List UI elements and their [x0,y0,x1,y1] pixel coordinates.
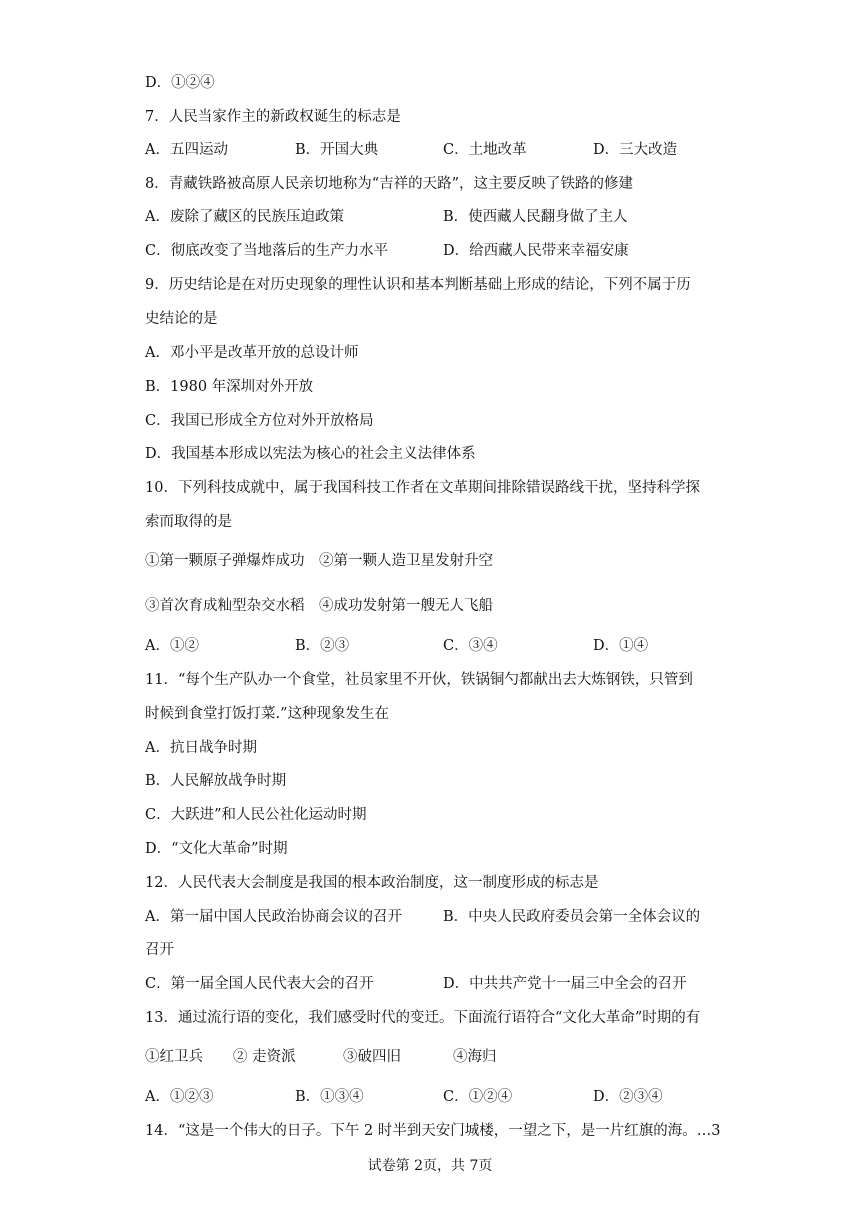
q10-option-a: A．①② [145,638,199,654]
q10-stem-line1: 10．下列科技成就中，属于我国科技工作者在文革期间排除错误路线干扰，坚持科学探 [145,480,700,496]
q13-items [145,1047,725,1067]
q10-option-b: B．②③ [295,638,350,654]
q9-option-b: B．1980 年深圳对外开放 [145,379,314,395]
q8-stem: 8．青藏铁路被高原人民亲切地称为“吉祥的天路”，这主要反映了铁路的修建 [145,176,634,192]
q12-option-a: A．第一届中国人民政治协商会议的召开 [145,909,402,925]
q14-stem: 14．“这是一个伟大的日子。下午 2 时半到天安门城楼，一望之下，是一片红旗的海。…3 [145,1123,721,1139]
q12-options-row1 [145,907,725,927]
q13-item-4: ④海归 [453,1049,497,1065]
q10-stem-line2: 索而取得的是 [145,514,232,530]
q13-item-2: ② 走资派 [233,1049,296,1065]
q8-option-b: B．使西藏人民翻身做了主人 [443,209,628,225]
q11-option-b: B．人民解放战争时期 [145,773,287,789]
q12-option-b: B．中央人民政府委员会第一全体会议的 [443,909,701,925]
q6-option-d: D．①②④ [145,75,215,91]
q8-option-d: D．给西藏人民带来幸福安康 [443,243,629,259]
q11-stem-line1: 11．“每个生产队办一个食堂，社员家里不开伙，铁锅铜勺都献出去大炼钢铁，只管到 [145,672,693,688]
q12-option-c: C．第一届全国人民代表大会的召开 [145,976,374,992]
q9-stem-line1: 9．历史结论是在对历史现象的理性认识和基本判断基础上形成的结论，下列不属于历 [145,277,691,293]
q7-options [145,140,725,160]
q12-options-row2 [145,974,725,994]
q13-item-1: ①红卫兵 [145,1049,203,1065]
q8-options-row2 [145,241,725,261]
q10-options [145,636,725,656]
q12-option-d: D．中共共产党十一届三中全会的召开 [443,976,687,992]
q7-option-a: A．五四运动 [145,142,228,158]
q12-option-b-continued: 召开 [145,942,174,958]
q13-item-3: ③破四旧 [343,1049,401,1065]
q10-option-d: D．①④ [593,638,649,654]
q8-option-c: C．彻底改变了当地落后的生产力水平 [145,243,389,259]
q13-option-c: C．①②④ [443,1089,513,1105]
q9-option-c: C．我国已形成全方位对外开放格局 [145,413,374,429]
q13-option-b: B．①③④ [295,1089,364,1105]
q10-option-c: C．③④ [443,638,498,654]
q7-option-d: D．三大改造 [593,142,678,158]
q12-stem: 12．人民代表大会制度是我国的根本政治制度，这一制度形成的标志是 [145,875,599,891]
q13-options [145,1087,725,1107]
q7-option-c: C．土地改革 [443,142,527,158]
q11-option-d: D．“文化大革命”时期 [145,841,288,857]
q13-option-d: D．②③④ [593,1089,663,1105]
q7-stem: 7．人民当家作主的新政权诞生的标志是 [145,109,401,125]
q8-option-a: A．废除了藏区的民族压迫政策 [145,209,344,225]
q9-option-a: A．邓小平是改革开放的总设计师 [145,345,359,361]
q11-option-c: C．大跃进”和人民公社化运动时期 [145,807,367,823]
q9-option-d: D．我国基本形成以宪法为核心的社会主义法律体系 [145,446,476,462]
q11-stem-line2: 时候到食堂打饭打菜.”这种现象发生在 [145,706,390,722]
q7-option-b: B．开国大典 [295,142,379,158]
q8-options-row1 [145,207,725,227]
q10-items-row2: ③首次育成籼型杂交水稻 ④成功发射第一艘无人飞船 [145,598,493,614]
q10-items-row1: ①第一颗原子弹爆炸成功 ②第一颗人造卫星发射升空 [145,553,493,569]
q13-stem: 13．通过流行语的变化，我们感受时代的变迁。下面流行语符合“文化大革命”时期的有 [145,1010,701,1026]
q11-option-a: A．抗日战争时期 [145,740,257,756]
q13-option-a: A．①②③ [145,1089,214,1105]
q9-stem-line2: 史结论的是 [145,311,218,327]
page-footer: 试卷第 2页，共 7页 [367,1158,493,1174]
